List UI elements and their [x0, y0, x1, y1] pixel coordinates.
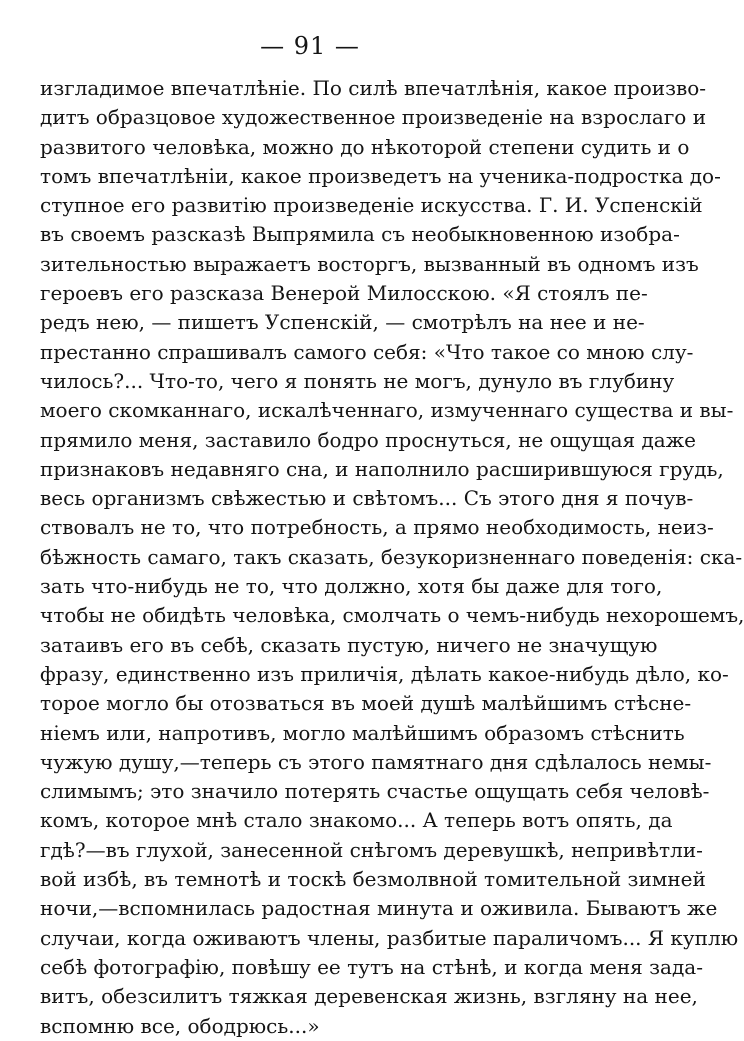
text-line: зительностью выражаетъ восторгъ, вызванный въ одномъ изъ [40, 251, 699, 276]
text-line: моего скомканнаго, искалѣченнаго, измученнаго существа и вы- [40, 398, 734, 423]
text-line: себѣ фотографію, повѣшу ее тутъ на стѣнѣ, и когда меня зада- [40, 954, 703, 979]
text-line: ступное его развитію произведеніе искусства. Г. И. Успенскій [40, 193, 703, 218]
text-line: ніемъ или, напротивъ, могло малѣйшимъ образомъ стѣснить [40, 720, 685, 745]
text-line: вой избѣ, въ темнотѣ и тоскѣ безмолвной томительной зимней [40, 867, 706, 892]
text-line: чужую душу,—теперь съ этого памятнаго дня сдѣлалось немы- [40, 749, 712, 774]
text-line: прямило меня, заставило бодро проснуться, не ощущая даже [40, 427, 696, 452]
text-line: ствовалъ не то, что потребность, а прямо необходимость, неиз- [40, 515, 714, 540]
text-line: томъ впечатлѣніи, какое произведетъ на ученика-подростка до- [40, 163, 721, 188]
text-line: въ своемъ разсказѣ Выпрямила съ необыкновенною изобра- [40, 222, 680, 247]
text-line: комъ, которое мнѣ стало знакомо... А теперь вотъ опять, да [40, 808, 673, 833]
text-line: бѣжность самаго, такъ сказать, безукоризненнаго поведенія: ска- [40, 544, 743, 569]
text-line: затаивъ его въ себѣ, сказать пустую, ничего не значущую [40, 632, 658, 657]
text-line: случаи, когда оживаютъ члены, разбитые параличомъ... Я куплю [40, 925, 739, 950]
text-line: признаковъ недавняго сна, и наполнило расширившуюся грудь, [40, 456, 724, 481]
text-line: слимымъ; это значило потерять счастье ощущать себя человѣ- [40, 779, 710, 804]
text-line: дитъ образцовое художественное произведеніе на взрослаго и [40, 105, 707, 130]
text-line: весь организмъ свѣжестью и свѣтомъ... Съ этого дня я почув- [40, 486, 694, 511]
text-line: зать что-нибудь не то, что должно, хотя бы даже для того, [40, 574, 663, 599]
text-line: чтобы не обидѣть человѣка, смолчать о чемъ-нибудь нехорошемъ, [40, 603, 744, 628]
text-line: редъ нею, — пишетъ Успенскій, — смотрѣлъ на нее и не- [40, 310, 645, 335]
body-text [40, 74, 744, 1041]
text-line: героевъ его разсказа Венерой Милосскою. «Я стоялъ пе- [40, 281, 648, 306]
text-line: престанно спрашивалъ самого себя: «Что такое со мною слу- [40, 339, 694, 364]
page-number: — 91 — [260, 32, 360, 60]
text-line: вспомню все, ободрюсь...» [40, 1013, 320, 1038]
text-line: торое могло бы отозваться въ моей душѣ малѣйшимъ стѣсне- [40, 691, 692, 716]
text-line: чилось?... Что-то, чего я понять не могъ, дунуло въ глубину [40, 368, 675, 393]
text-line: ночи,—вспомнилась радостная минута и оживила. Бываютъ же [40, 896, 718, 921]
text-line: фразу, единственно изъ приличія, дѣлать какое-нибудь дѣло, ко- [40, 661, 729, 686]
text-line: развитого человѣка, можно до нѣкоторой степени судить и о [40, 134, 690, 159]
text-line: витъ, обезсилитъ тяжкая деревенская жизнь, взгляну на нее, [40, 984, 698, 1009]
text-line: изгладимое впечатлѣніе. По силѣ впечатлѣнія, какое произво- [40, 76, 707, 100]
text-line: гдѣ?—въ глухой, занесенной снѣгомъ деревушкѣ, непривѣтли- [40, 837, 703, 862]
